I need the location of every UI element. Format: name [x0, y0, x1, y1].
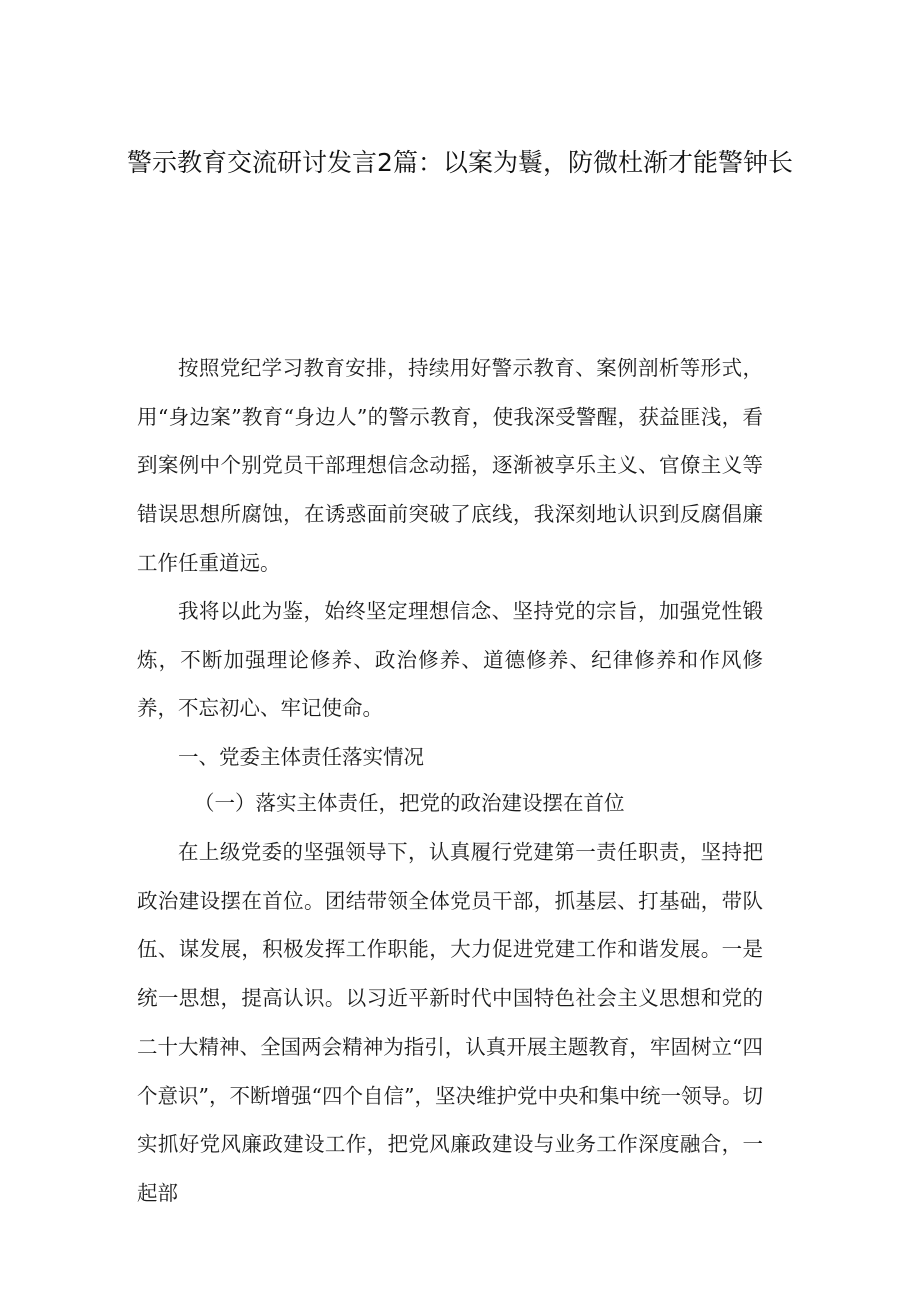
section-heading — [137, 733, 763, 782]
paragraph-resolution — [137, 587, 763, 733]
paragraph-text: 在上级党委的坚强领导下，认真履行党建第一责任职责，坚持把政治建设摆在首位。团结带领全体党员干部，抓基层、打基础，带队伍、谋发展，积极发挥工作职能，大力促进党建工作和谐发展。一是统一思想，提高认识。以习近平新时代中国特色社会主义思想和党的二十大精神、全国两会精神为指引，认真开展主题教育，牢固树立“四个意识”，不断增强“四个自信”，坚决维护党中央和集中统一领导。切实抓好党风廉政建设工作，把党风廉政建设与业务工作深度融合，一起部 — [137, 840, 763, 1205]
subsection-heading — [137, 779, 763, 828]
document-title: 警示教育交流研讨发言2篇：以案为鬟，防微杜渐才能警钟长 — [127, 148, 793, 177]
paragraph-responsibility — [137, 828, 763, 1218]
paragraph-intro — [137, 344, 763, 588]
paragraph-text: 按照党纪学习教育安排，持续用好警示教育、案例剖析等形式，用“身边案”教育“身边人”的警示教育，使我深受警醒，获益匪浅，看到案例中个别党员干部理想信念动摇，逐渐被享乐主义、官僚主义等错误思想所腐蚀，在诱惑面前突破了底线，我深刻地认识到反腐倡廉工作任重道远。 — [137, 356, 763, 575]
subsection-heading-text: （一）落实主体责任，把党的政治建设摆在首位 — [194, 791, 625, 815]
section-heading-text: 一、党委主体责任落实情况 — [178, 745, 424, 769]
paragraph-text: 我将以此为鉴，始终坚定理想信念、坚持党的宗旨，加强党性锻炼，不断加强理论修养、政治修养、道德修养、纪律修养和作风修养，不忘初心、牢记使命。 — [137, 599, 763, 721]
